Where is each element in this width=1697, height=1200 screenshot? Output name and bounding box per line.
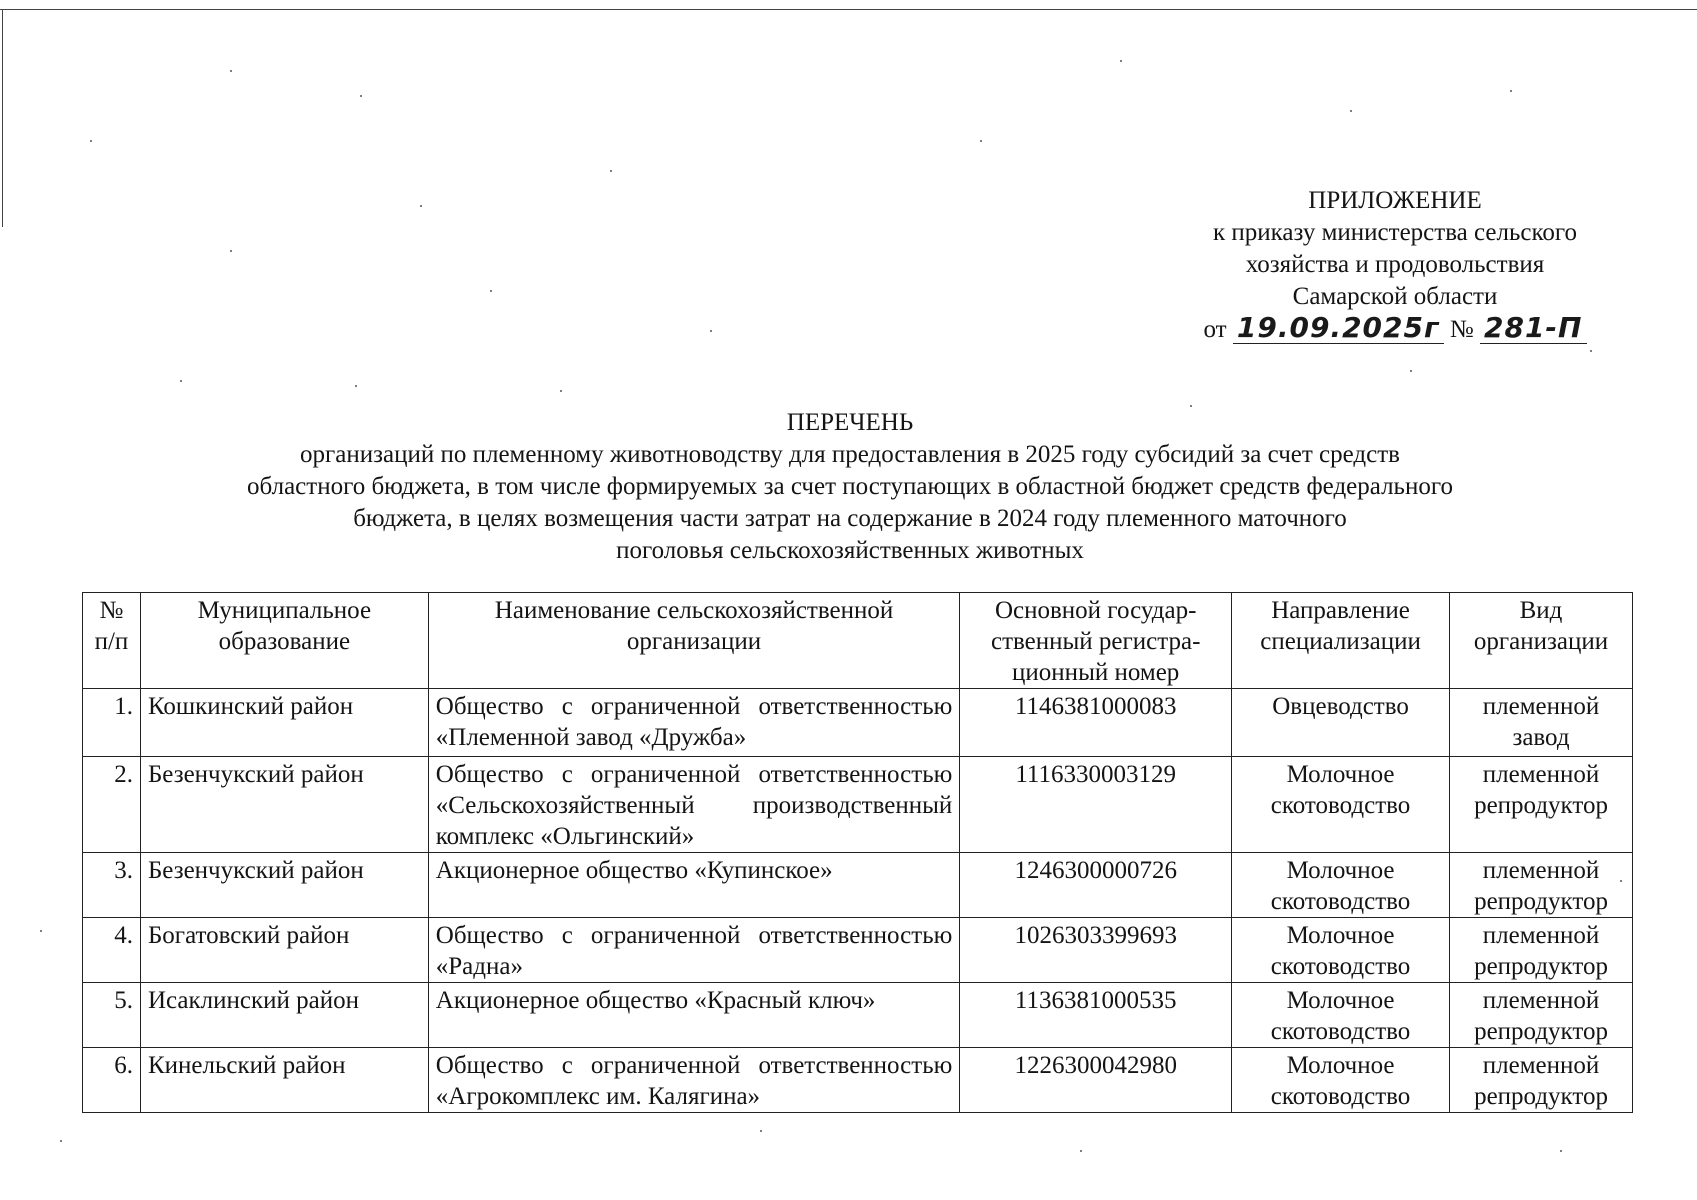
scan-speck [230,70,232,72]
cell-municipality: Исаклинский район [140,983,428,1048]
scan-speck [230,250,232,252]
scan-speck [1510,90,1512,92]
cell-ogrn: 1226300042980 [960,1048,1232,1113]
cell-organization: Общество с ограниченной ответственностью «Племенной завод «Дружба» [428,689,960,757]
scan-speck [40,930,42,932]
appendix-line-1: к приказу министерства сельского [1212,219,1577,246]
appendix-block [1150,185,1640,349]
scan-speck [1590,350,1592,352]
appendix-line-3: Самарской области [1292,283,1498,310]
cell-num: 2. [83,757,141,853]
scan-speck [610,170,612,172]
cell-ogrn: 1116330003129 [960,757,1232,853]
cell-ogrn: 1136381000535 [960,983,1232,1048]
scan-speck [1350,110,1352,112]
scan-speck [490,290,492,292]
cell-specialization: Молочное скотоводство [1232,983,1450,1048]
cell-orgtype: племенной репродуктор [1450,1048,1633,1113]
header-organization: Наименование сельскохозяйственной организации [428,593,960,689]
header-municipality: Муниципальное образование [140,593,428,689]
heading-line-2: областного бюджета, в том числе формируемых за счет поступающих в областной бюджет средств федерального [247,473,1453,500]
cell-municipality: Кинельский район [140,1048,428,1113]
scan-speck [710,330,712,332]
cell-organization: Общество с ограниченной ответственностью «Сельскохозяйственный производственный комплекс «Ольгинский» [428,757,960,853]
number-label: № [1449,316,1474,343]
scan-speck [1560,1150,1562,1152]
cell-num: 6. [83,1048,141,1113]
cell-ogrn: 1146381000083 [960,689,1232,757]
cell-ogrn: 1026303399693 [960,918,1232,983]
scan-border-left [2,9,3,227]
table-row [83,689,1633,757]
heading-line-3: бюджета, в целях возмещения части затрат на содержание в 2024 году племенного маточного [353,505,1347,532]
scan-speck [1080,1150,1082,1152]
scan-speck [980,140,982,142]
table-row [83,757,1633,853]
document-heading [150,407,1550,567]
header-orgtype: Вид организации [1450,593,1633,689]
scan-speck [760,1130,762,1132]
scan-speck [1120,60,1122,62]
cell-organization: Акционерное общество «Красный ключ» [428,983,960,1048]
cell-num: 3. [83,853,141,918]
order-date-number [1150,313,1640,349]
cell-orgtype: племенной репродуктор [1450,853,1633,918]
table-row [83,983,1633,1048]
cell-municipality: Богатовский район [140,918,428,983]
handwritten-number: 281-П [1480,313,1587,344]
cell-num: 5. [83,983,141,1048]
organizations-table [82,592,1633,1113]
cell-organization: Акционерное общество «Купинское» [428,853,960,918]
scan-speck [90,140,92,142]
cell-orgtype: племенной завод [1450,689,1633,757]
cell-orgtype: племенной репродуктор [1450,983,1633,1048]
handwritten-date: 19.09.2025г [1233,313,1444,344]
cell-municipality: Кошкинский район [140,689,428,757]
cell-specialization: Молочное скотоводство [1232,1048,1450,1113]
table-row [83,1048,1633,1113]
header-ogrn: Основной государ- ственный регистра- ционный номер [960,593,1232,689]
scan-border-top [0,9,1697,10]
table-header-row [83,593,1633,689]
scan-speck [180,380,182,382]
appendix-title: ПРИЛОЖЕНИЕ [1308,187,1482,214]
cell-specialization: Молочное скотоводство [1232,918,1450,983]
scan-speck [1410,370,1412,372]
cell-specialization: Овцеводство [1232,689,1450,757]
cell-orgtype: племенной репродуктор [1450,757,1633,853]
table-row [83,853,1633,918]
cell-orgtype: племенной репродуктор [1450,918,1633,983]
cell-num: 4. [83,918,141,983]
cell-specialization: Молочное скотоводство [1232,853,1450,918]
heading-line-4: поголовья сельскохозяйственных животных [616,537,1084,564]
appendix-line-2: хозяйства и продовольствия [1245,251,1545,278]
scan-speck [360,95,362,97]
from-label: от [1203,316,1227,343]
scan-speck [1620,880,1622,882]
cell-specialization: Молочное скотоводство [1232,757,1450,853]
header-specialization: Направление специализации [1232,593,1450,689]
cell-municipality: Безенчукский район [140,853,428,918]
cell-ogrn: 1246300000726 [960,853,1232,918]
scan-speck [1190,405,1192,407]
scan-speck [60,1140,62,1142]
heading-line-1: организаций по племенному животноводству для предоставления в 2025 году субсидий за счет средств [300,441,1400,468]
cell-organization: Общество с ограниченной ответственностью «Радна» [428,918,960,983]
heading-title: ПЕРЕЧЕНЬ [786,409,914,436]
scan-speck [420,205,422,207]
scan-speck [355,385,357,387]
cell-municipality: Безенчукский район [140,757,428,853]
header-num: № п/п [83,593,141,689]
cell-organization: Общество с ограниченной ответственностью «Агрокомплекс им. Калягина» [428,1048,960,1113]
cell-num: 1. [83,689,141,757]
scan-speck [560,390,562,392]
table-row [83,918,1633,983]
